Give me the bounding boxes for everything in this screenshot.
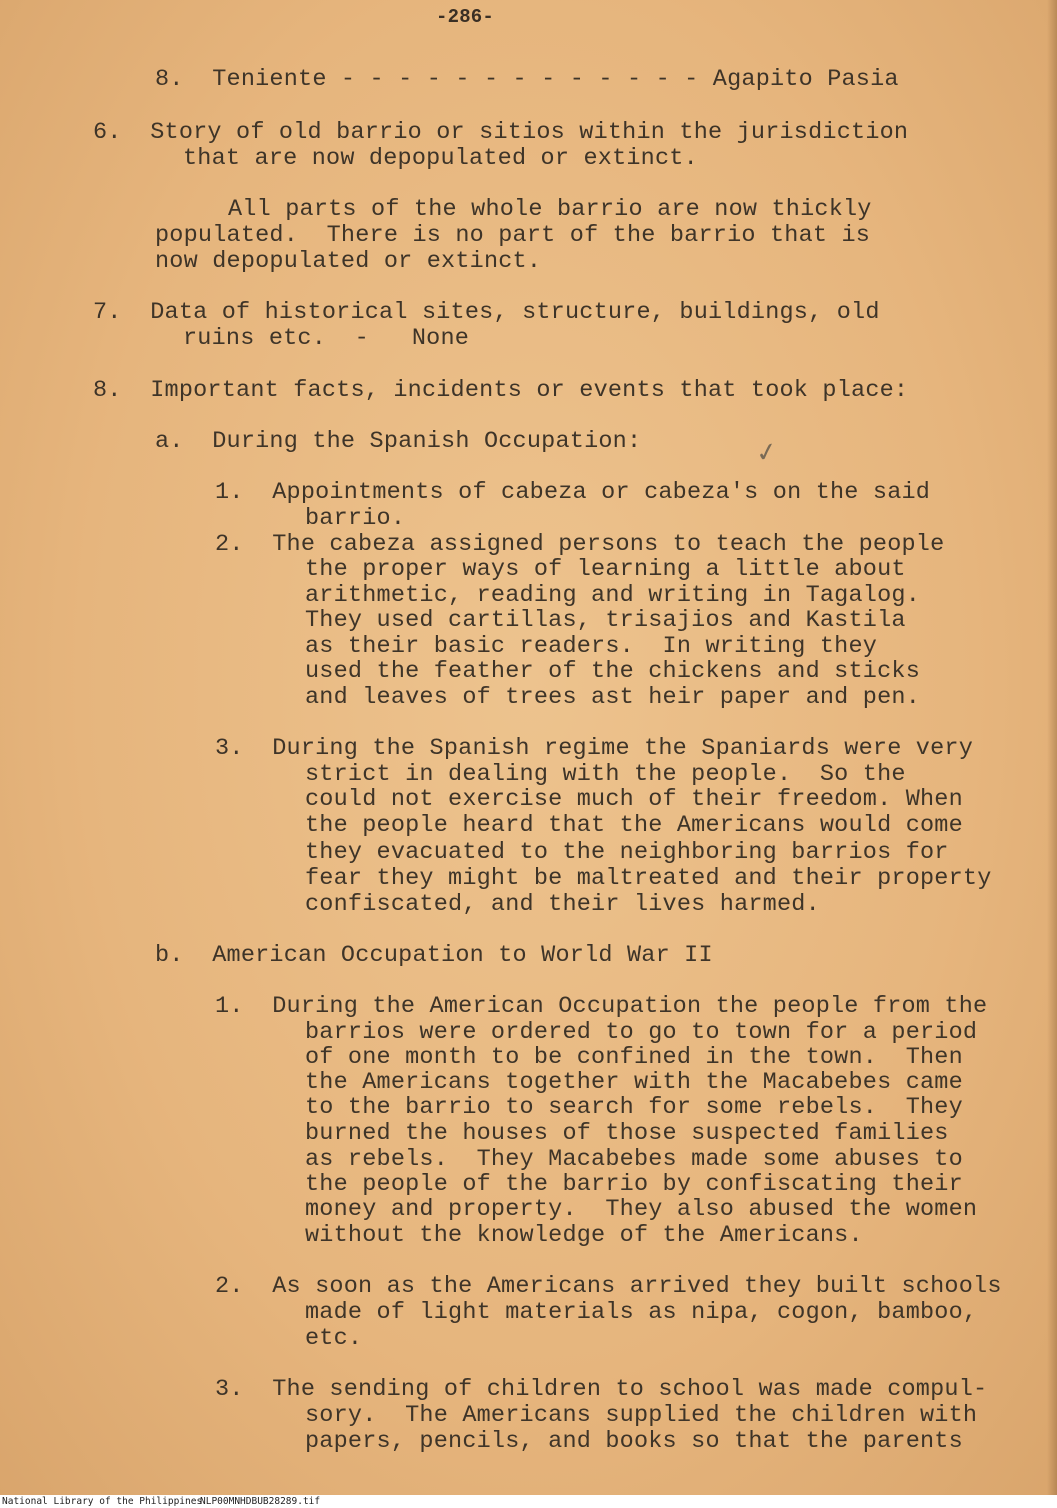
text-line: 1. Appointments of cabeza or cabeza's on the said bbox=[215, 479, 931, 506]
text-line: now depopulated or extinct. bbox=[155, 248, 542, 275]
text-line: money and property. They also abused the women bbox=[305, 1196, 978, 1223]
text-line: 3. During the Spanish regime the Spaniards were very bbox=[215, 735, 974, 762]
text-line: barrios were ordered to go to town for a period bbox=[305, 1019, 978, 1046]
text-line: 8. Important facts, incidents or events that took place: bbox=[93, 377, 909, 404]
text-line: the people heard that the Americans would come bbox=[305, 812, 963, 839]
text-line: the Americans together with the Macabebes came bbox=[305, 1069, 963, 1096]
page-edge-shadow bbox=[1047, 0, 1057, 1495]
text-line: as their basic readers. In writing they bbox=[305, 633, 878, 660]
footer-source: National Library of the Philippines bbox=[2, 1496, 203, 1507]
text-line: fear they might be maltreated and their property bbox=[305, 865, 992, 892]
text-line: the proper ways of learning a little about bbox=[305, 556, 906, 583]
text-line: etc. bbox=[305, 1325, 363, 1352]
check-mark-icon: ✓ bbox=[753, 436, 781, 470]
text-line: populated. There is no part of the barrio that is bbox=[155, 222, 871, 249]
text-line: 8. Teniente - - - - - - - - - - - - - Agapito Pasia bbox=[155, 66, 899, 93]
text-line: 3. The sending of children to school was made compul- bbox=[215, 1376, 988, 1403]
text-line: b. American Occupation to World War II bbox=[155, 942, 713, 969]
text-line: as rebels. They Macabebes made some abuses to bbox=[305, 1146, 963, 1173]
page-number: -286- bbox=[436, 6, 495, 28]
text-line: without the knowledge of the Americans. bbox=[305, 1222, 863, 1249]
text-line: and leaves of trees ast heir paper and pen. bbox=[305, 684, 920, 711]
text-line: 1. During the American Occupation the people from the bbox=[215, 993, 988, 1020]
text-line: strict in dealing with the people. So the bbox=[305, 761, 906, 788]
text-line: sory. The Americans supplied the children with bbox=[305, 1402, 978, 1429]
text-line: used the feather of the chickens and sticks bbox=[305, 658, 920, 685]
text-line: 7. Data of historical sites, structure, buildings, old bbox=[93, 299, 880, 326]
text-line: ruins etc. - None bbox=[183, 325, 470, 352]
text-line: 2. The cabeza assigned persons to teach the people bbox=[215, 531, 945, 558]
text-line: papers, pencils, and books so that the parents bbox=[305, 1428, 963, 1455]
text-line: the people of the barrio by confiscating their bbox=[305, 1171, 963, 1198]
text-line: burned the houses of those suspected families bbox=[305, 1120, 949, 1147]
text-line: They used cartillas, trisajios and Kastila bbox=[305, 607, 906, 634]
text-line: All parts of the whole barrio are now thickly bbox=[228, 196, 872, 223]
text-line: they evacuated to the neighboring barrios for bbox=[305, 839, 949, 866]
text-line: barrio. bbox=[305, 505, 406, 532]
text-line: of one month to be confined in the town. Then bbox=[305, 1044, 963, 1071]
text-line: 6. Story of old barrio or sitios within the jurisdiction bbox=[93, 119, 909, 146]
footer-filename: NLP00MNHDBUB28289.tif bbox=[200, 1496, 321, 1507]
text-line: 2. As soon as the Americans arrived they built schools bbox=[215, 1273, 1002, 1300]
text-line: arithmetic, reading and writing in Tagalog. bbox=[305, 582, 920, 609]
text-line: confiscated, and their lives harmed. bbox=[305, 891, 820, 918]
text-line: that are now depopulated or extinct. bbox=[183, 145, 698, 172]
text-line: a. During the Spanish Occupation: bbox=[155, 428, 642, 455]
text-line: made of light materials as nipa, cogon, bamboo, bbox=[305, 1299, 978, 1326]
text-line: could not exercise much of their freedom. When bbox=[305, 786, 963, 813]
text-line: to the barrio to search for some rebels. They bbox=[305, 1094, 963, 1121]
